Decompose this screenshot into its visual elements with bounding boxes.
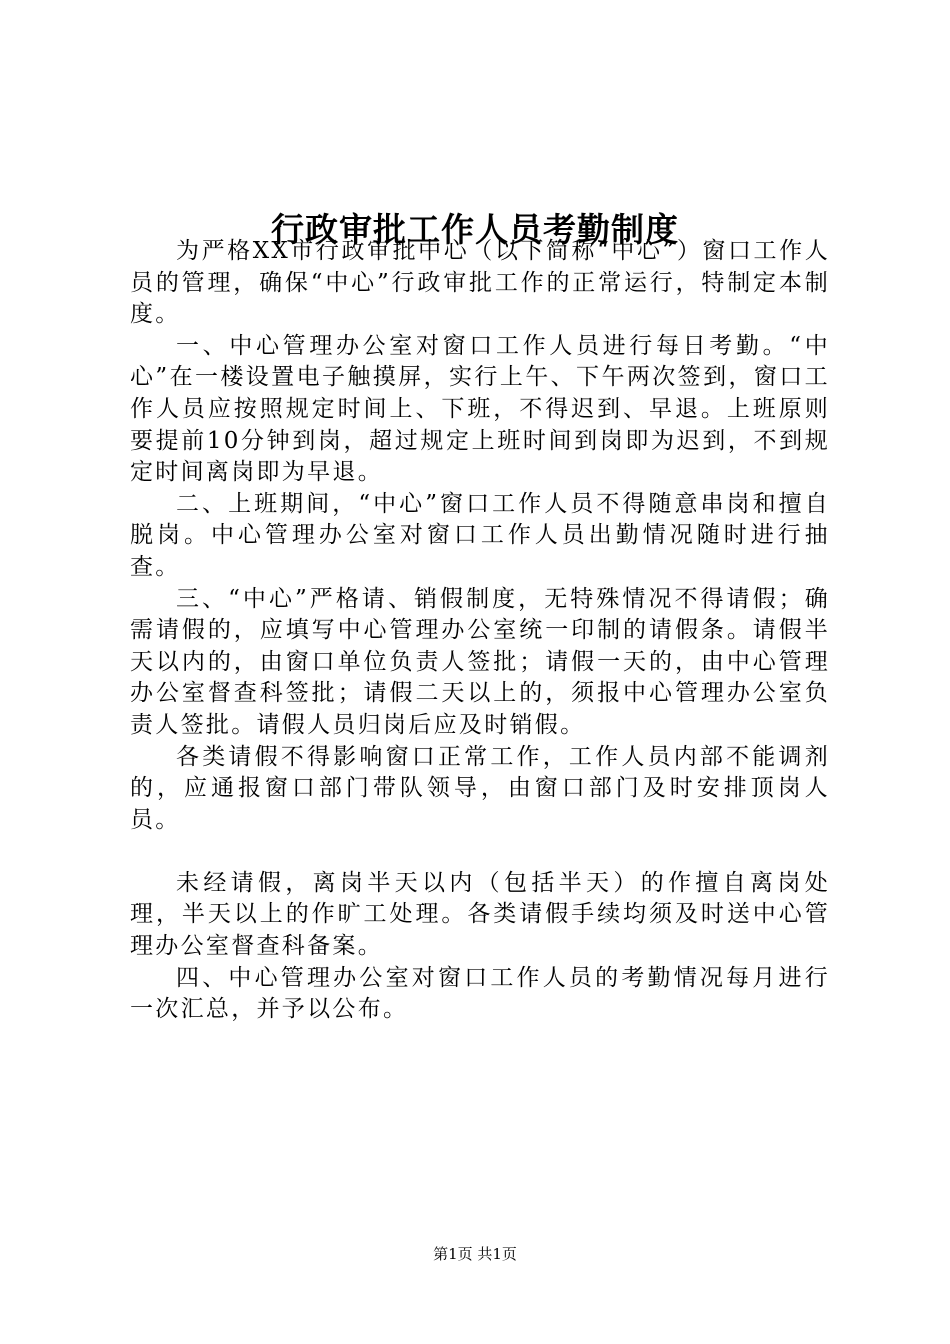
paragraph-article-4: 四、中心管理办公室对窗口工作人员的考勤情况每月进行一次汇总，并予以公布。 (130, 964, 830, 1023)
paragraph-leave-coverage: 各类请假不得影响窗口正常工作，工作人员内部不能调剂的，应通报窗口部门带队领导，由窗口部门及时安排顶岗人员。 (130, 743, 830, 833)
paragraph-article-3: 三、“中心”严格请、销假制度，无特殊情况不得请假；确需请假的，应填写中心管理办公室统一印制的请假条。请假半天以内的，由窗口单位负责人签批；请假一天的，由中心管理办公室督查科签批；请假二天以上的，须报中心管理办公室负责人签批。请假人员归岗后应及时销假。 (130, 585, 830, 738)
document-title: 行政审批工作人员考勤制度 (271, 210, 679, 250)
paragraph-article-2: 二、上班期间，“中心”窗口工作人员不得随意串岗和擅自脱岗。中心管理办公室对窗口工作人员出勤情况随时进行抽查。 (130, 490, 830, 580)
paragraph-article-1: 一、中心管理办公室对窗口工作人员进行每日考勤。“中心”在一楼设置电子触摸屏，实行上午、下午两次签到，窗口工作人员应按照规定时间上、下班，不得迟到、早退。上班原则要提前10分钟到岗，超过规定上班时间到岗即为迟到，不到规定时间离岗即为早退。 (130, 332, 830, 486)
document-body (130, 236, 830, 1026)
paragraph-unauthorized-absence: 未经请假，离岗半天以内（包括半天）的作擅自离岗处理，半天以上的作旷工处理。各类请假手续均须及时送中心管理办公室督查科备案。 (130, 869, 830, 960)
paragraph-intro: 为严格XX市行政审批中心（以下简称“中心”）窗口工作人员的管理，确保“中心”行政审批工作的正常运行，特制定本制度。 (130, 238, 830, 328)
page-footer: 第1页 共1页 (433, 1245, 517, 1263)
